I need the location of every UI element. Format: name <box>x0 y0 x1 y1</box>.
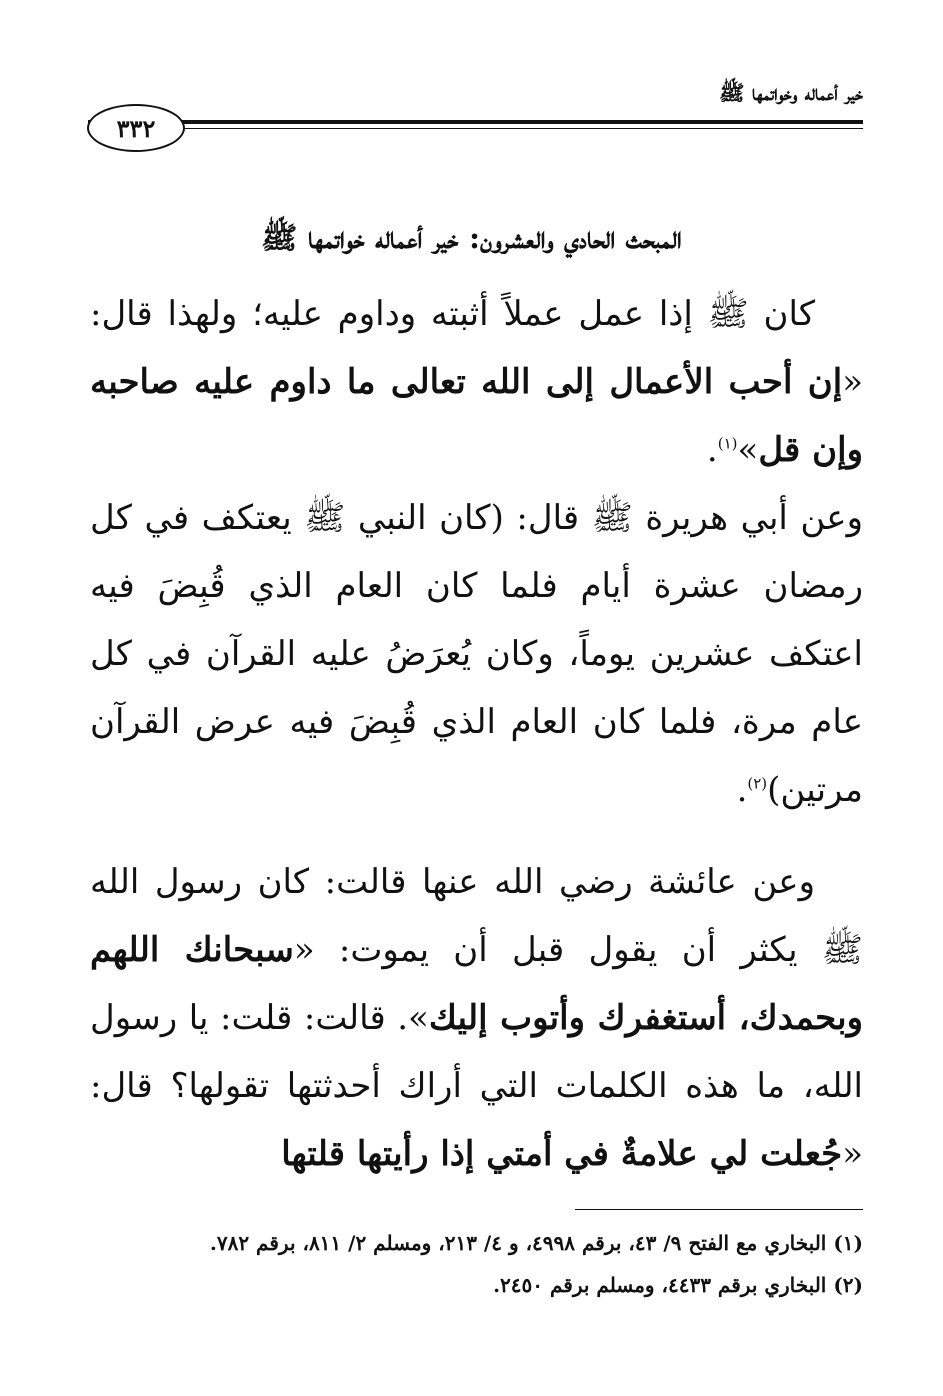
paragraph-3-text: وعن عائشة رضي الله عنها قالت: كان رسول الله ﷺ يكثر أن يقول قبل أن يموت: « <box>90 862 863 970</box>
footnote-2: (٢) البخاري برقم ٤٤٣٣، ومسلم برقم ٢٤٥٠. <box>493 1273 863 1297</box>
paragraph-1-text: كان ﷺ إذا عمل عملاً أثبته وداوم عليه؛ ولهذا قال: « <box>90 294 863 402</box>
paragraph-1-end: . <box>706 430 718 470</box>
paragraph-1-quote-close: » <box>737 430 759 470</box>
paragraph-1 <box>90 280 863 484</box>
page-number-badge: ٣٣٢ <box>87 104 185 152</box>
footnote-ref-2[interactable]: (٢) <box>747 774 768 793</box>
footnote-ref-1[interactable]: (١) <box>717 434 738 453</box>
paragraph-3-middle: ». قالت: قلت: يا رسول الله، ما هذه الكلمات التي أراك أحدثتها تقولها؟ قال: « <box>90 998 863 1174</box>
footnote-separator <box>575 1209 863 1210</box>
paragraph-2-text: وعن أبي هريرة ﷺ قال: (كان النبي ﷺ يعتكف في كل رمضان عشرة أيام فلما كان العام الذي قُبِضَ فيه اعتكف عشرين يوماً، وكان يُعرَضُ عليه القرآن في كل عام مرة، فلما كان العام الذي قُبِضَ فيه عرض القرآن مرتين) <box>90 498 863 810</box>
footnote-1: (١) البخاري مع الفتح ٩/ ٤٣، برقم ٤٩٩٨، و ٤/ ٢١٣، ومسلم ٢/ ٨١١، برقم ٧٨٢. <box>209 1231 863 1255</box>
footnotes <box>90 1222 863 1306</box>
paragraph-3 <box>90 848 863 1188</box>
chapter-heading: المبحث الحادي والعشرون: خير أعماله خواتمها ﷺ <box>261 221 682 257</box>
header-rule-thick <box>88 120 863 124</box>
header-rule-thin <box>88 128 863 129</box>
paragraph-2 <box>90 484 863 824</box>
body-text <box>90 280 863 1188</box>
hadith-quote-1: إن أحب الأعمال إلى الله تعالى ما داوم عليه صاحبه وإن قل <box>90 362 863 470</box>
hadith-quote-3: جُعلت لي علامةٌ في أمتي إذا رأيتها قلتها <box>281 1134 843 1174</box>
paragraph-2-end: . <box>736 770 748 810</box>
running-header-title: خير أعماله وخواتمها ﷺ <box>719 80 863 105</box>
hadith-quote-2: سبحانك اللهم وبحمدك، أستغفرك وأتوب إليك <box>90 930 864 1038</box>
